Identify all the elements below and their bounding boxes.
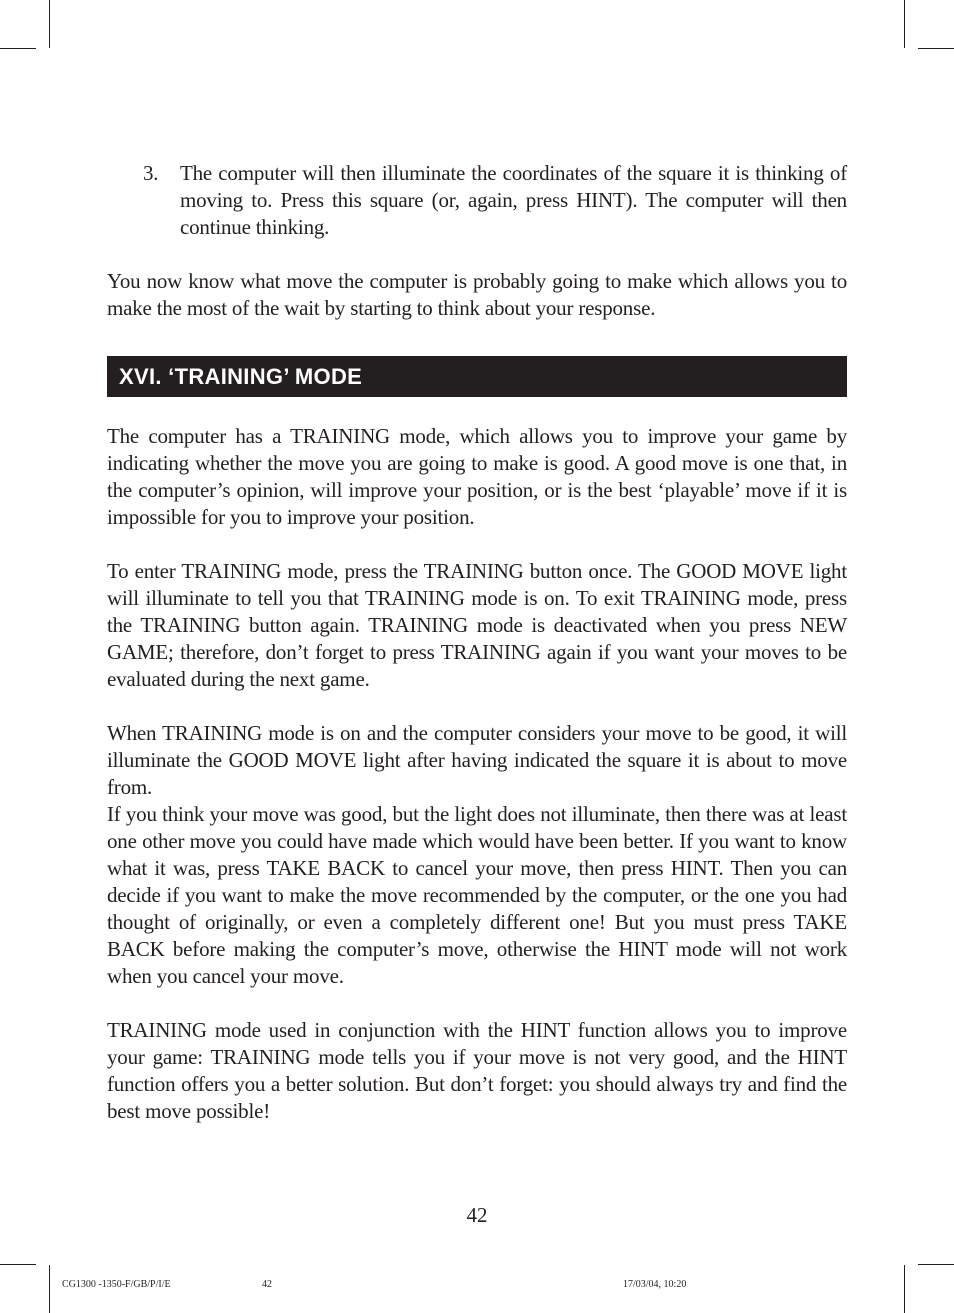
paragraph-conclusion: TRAINING mode used in conjunction with the HINT function allows you to improve your game: TRAINING mode tells you if your move is not very good, and the HINT function offers you a better solution. But don’t forget: you should always try and find the best move possible! (107, 1018, 847, 1123)
footer-date: 17/03/04, 10:20 (623, 1279, 687, 1290)
footer-file-name: CG1300 -1350-F/GB/P/I/E (62, 1279, 171, 1290)
step-number: 3. (143, 161, 159, 185)
crop-mark (918, 1264, 954, 1265)
paragraph-enter-exit: To enter TRAINING mode, press the TRAINING button once. The GOOD MOVE light will illuminate to tell you that TRAINING mode is on. To exit TRAINING mode, press the TRAINING button again. TRAINING mode is deactivated when you press NEW GAME; therefore, don’t forget to press TRAINING again if you want your moves to be evaluated during the next game. (107, 559, 847, 691)
paragraph-good-move: When TRAINING mode is on and the computer considers your move to be good, it will illuminate the GOOD MOVE light after having indicated the square it is about to move from. (107, 721, 847, 799)
crop-mark (49, 0, 50, 48)
intro-paragraph: You now know what move the computer is probably going to make which allows you to make the most of the wait by starting to think about your response. (107, 269, 847, 320)
page-number: 42 (466, 1203, 488, 1227)
crop-mark (918, 48, 954, 49)
section-heading-bar (107, 356, 847, 397)
crop-mark (0, 1264, 36, 1265)
crop-mark (904, 1265, 905, 1313)
paragraph-take-back: If you think your move was good, but the light does not illuminate, then there was at least one other move you could have made which would have been better. If you want to know what it was, press TAKE BACK to cancel your move, then press HINT. Then you can decide if you want to make the move recommended by the computer, or the one you had thought of originally, or even a completely different one! But you must press TAKE BACK before making the computer’s move, otherwise the HINT mode will not work when you cancel your move. (107, 802, 847, 988)
crop-mark (49, 1265, 50, 1313)
paragraph-training-intro: The computer has a TRAINING mode, which allows you to improve your game by indicating whether the move you are going to make is good. A good move is one that, in the computer’s opinion, will improve your position, or is the best ‘playable’ move if it is impossible for you to improve your position. (107, 424, 847, 529)
crop-mark (904, 0, 905, 48)
footer-page: 42 (262, 1279, 272, 1290)
step-text: The computer will then illuminate the coordinates of the square it is thinking of moving to. Press this square (or, again, press HINT). The computer will then continue thinking. (180, 161, 847, 239)
section-title: XVI. ‘TRAINING’ MODE (119, 363, 363, 389)
list-item-step-3 (107, 160, 847, 241)
crop-mark (0, 48, 36, 49)
page-content (107, 160, 847, 1125)
